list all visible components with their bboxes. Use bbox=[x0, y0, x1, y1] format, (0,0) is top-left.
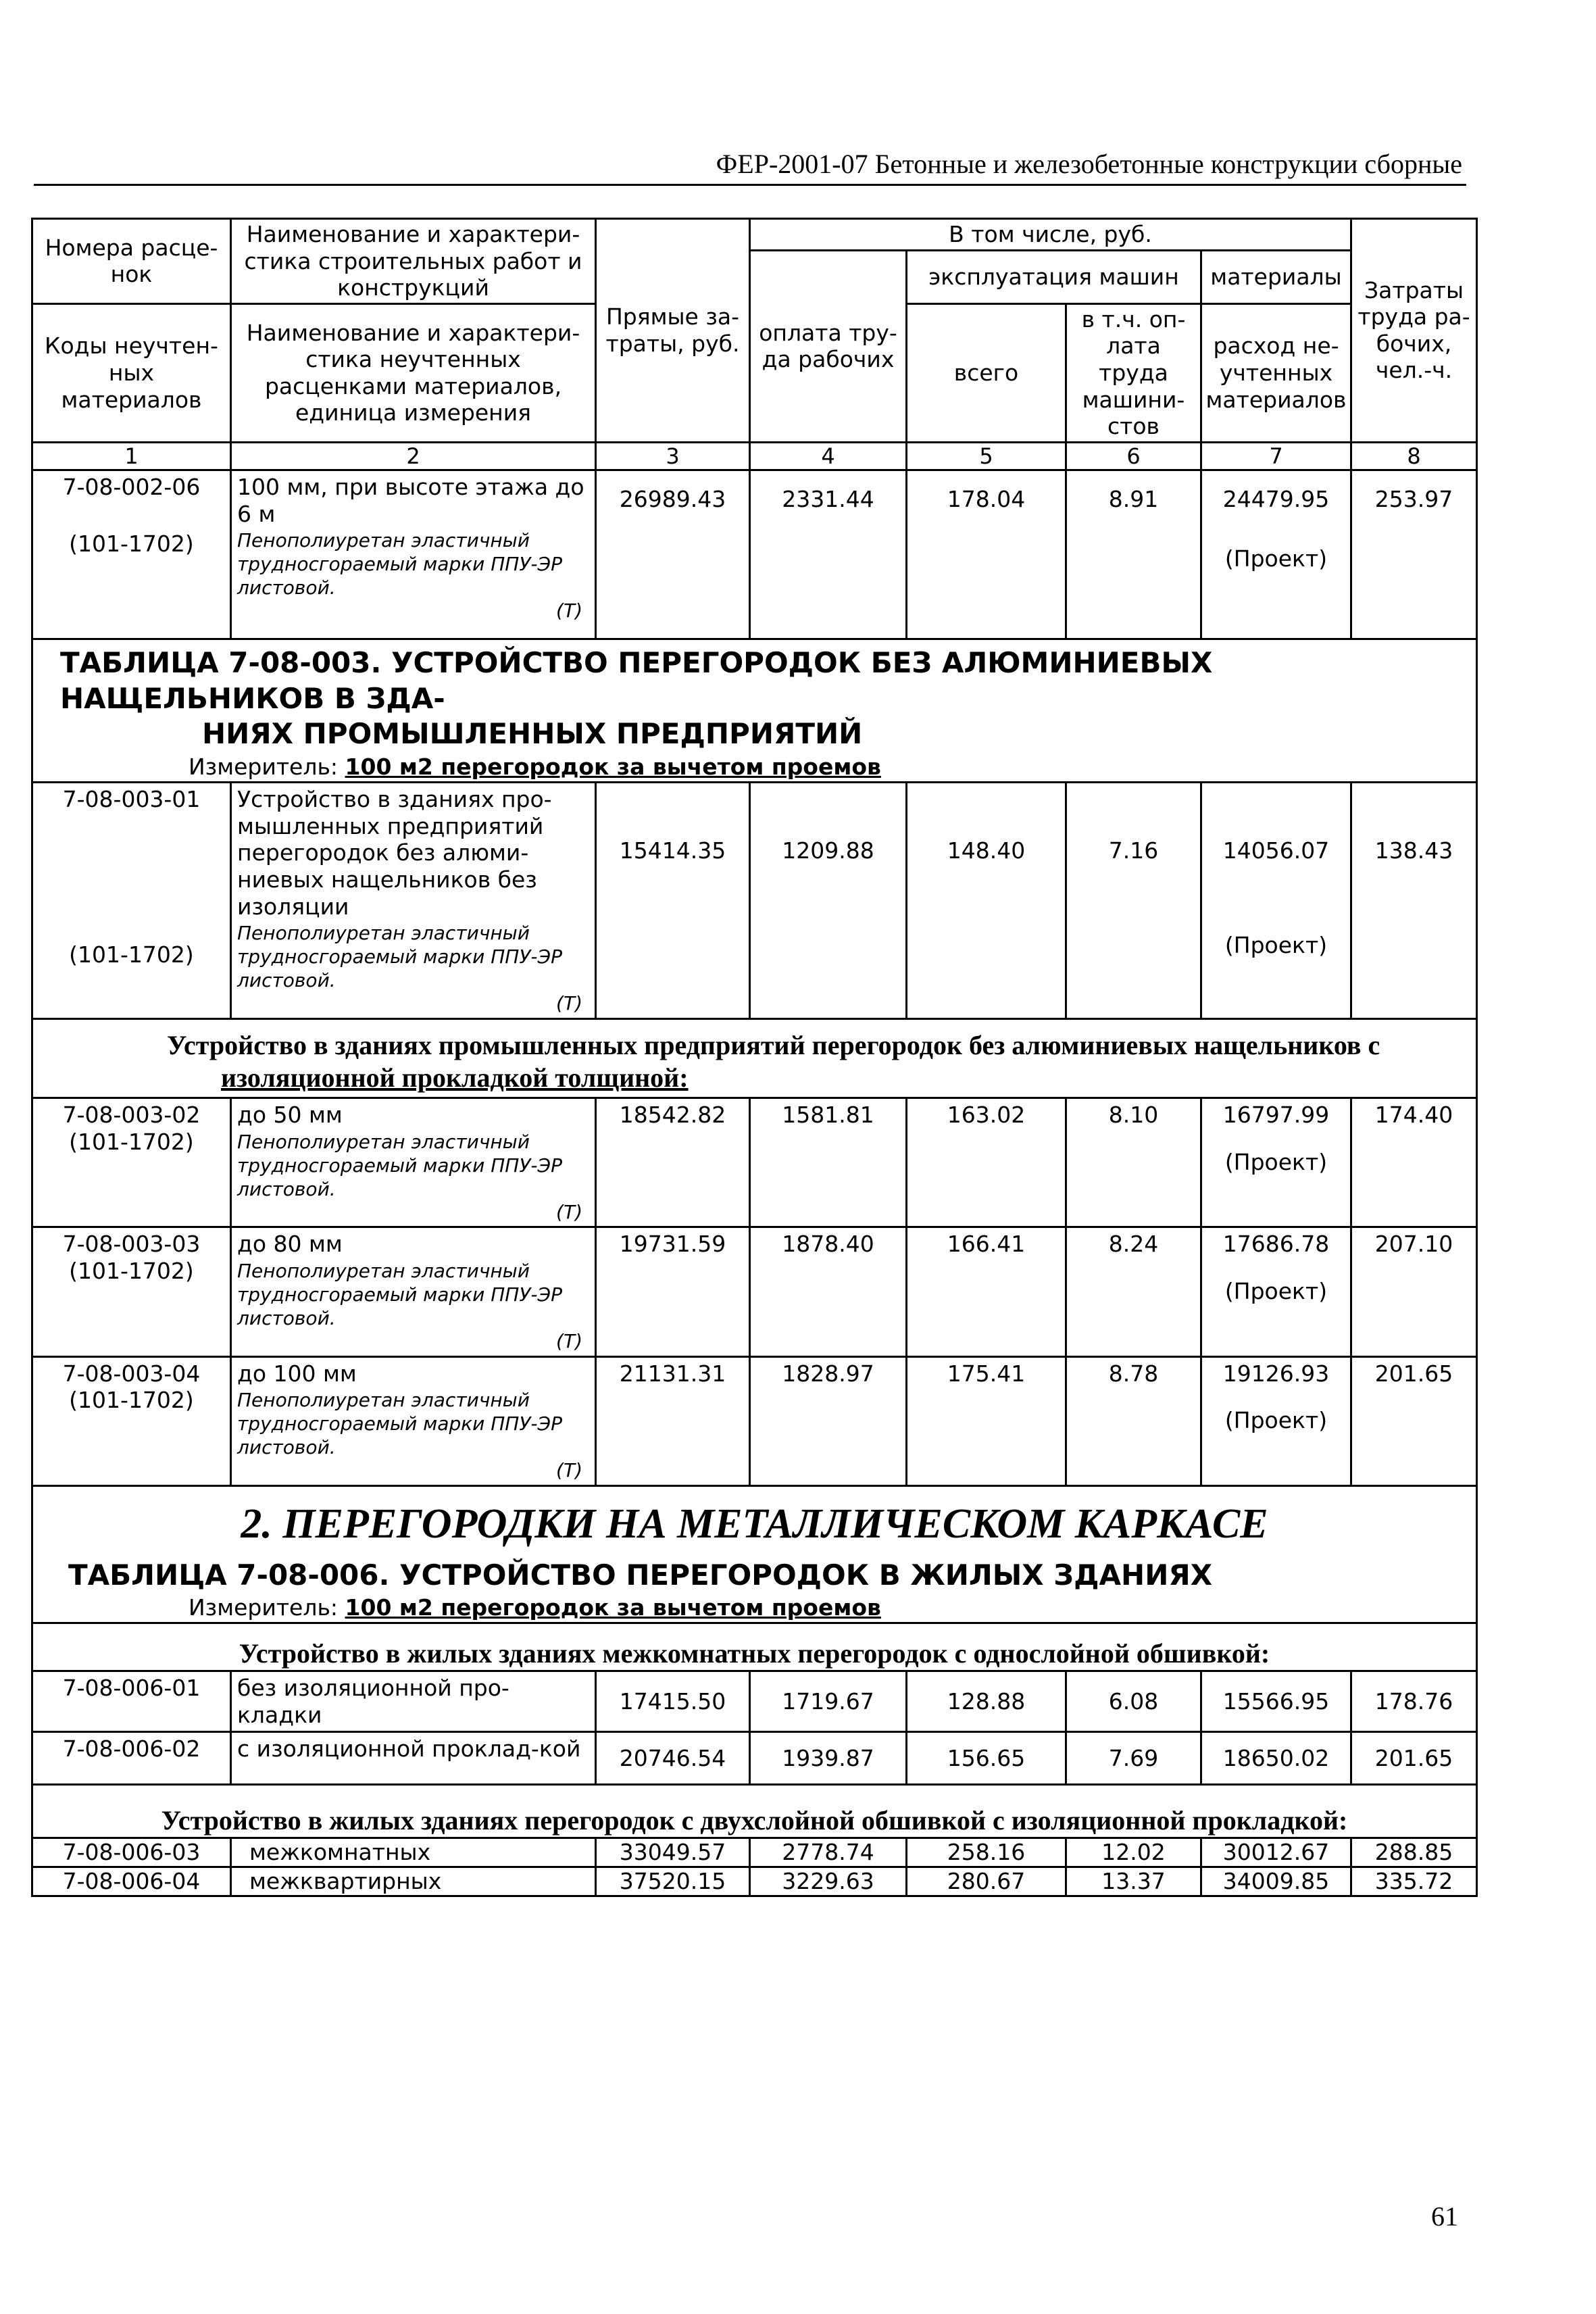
proekt-label: (Проект) bbox=[1224, 1278, 1328, 1305]
column-number-row bbox=[32, 442, 1477, 470]
col-number-6: 6 bbox=[1066, 442, 1201, 470]
table-003-title-line1: ТАБЛИЦА 7-08-003. УСТРОЙСТВО ПЕРЕГОРОДОК БЕЗ АЛЮМИНИЕВЫХ НАЩЕЛЬНИКОВ В ЗДА- bbox=[60, 646, 1213, 715]
machinist-pay: 12.02 bbox=[1066, 1838, 1201, 1867]
labor-pay: 2331.44 bbox=[750, 470, 907, 639]
labor-hours: 178.76 bbox=[1351, 1671, 1477, 1732]
table-006-section2: Устройство в жилых зданиях перегородок с двухслойной обшивкой с изоляционной прокладкой: bbox=[32, 1785, 1477, 1838]
material-code: (101-1702) bbox=[69, 530, 194, 557]
machinist-pay: 8.78 bbox=[1066, 1356, 1201, 1485]
material-code: (101-1702) bbox=[69, 1258, 194, 1285]
meter-row bbox=[32, 1593, 1477, 1623]
direct-cost: 33049.57 bbox=[596, 1838, 750, 1867]
machines-total: 280.67 bbox=[907, 1867, 1066, 1896]
table-row bbox=[32, 1098, 1477, 1227]
materials-cell bbox=[1201, 1098, 1351, 1227]
work-name: 100 мм, при высоте этажа до 6 м bbox=[237, 474, 584, 527]
row-name-cell bbox=[231, 1227, 596, 1356]
materials-cost: 34009.85 bbox=[1201, 1867, 1351, 1896]
materials-cell bbox=[1201, 783, 1351, 1019]
labor-pay: 1828.97 bbox=[750, 1356, 907, 1485]
table-row bbox=[32, 470, 1477, 639]
header-machines-total: всего bbox=[907, 303, 1066, 442]
labor-pay: 1878.40 bbox=[750, 1227, 907, 1356]
header-labor-hours: Затраты труда ра-бочих, чел.-ч. bbox=[1351, 219, 1477, 443]
chapter-row bbox=[32, 1485, 1477, 1552]
header-material-codes: Коды неучтен-ных материалов bbox=[32, 303, 231, 442]
machines-total: 178.04 bbox=[907, 470, 1066, 639]
row-code-cell bbox=[32, 1227, 231, 1356]
material-description: Пенополиуретан эластичный трудносгораемый марки ППУ-ЭР листовой. bbox=[237, 529, 562, 599]
row-name-cell bbox=[231, 783, 596, 1019]
machinist-pay: 7.69 bbox=[1066, 1732, 1201, 1785]
proekt-label: (Проект) bbox=[1224, 1407, 1328, 1434]
price-table bbox=[31, 218, 1478, 1897]
proekt-label: (Проект) bbox=[1224, 931, 1328, 958]
labor-hours: 335.72 bbox=[1351, 1867, 1477, 1896]
section-heading-line2: изоляционной прокладкой толщиной: bbox=[221, 1062, 689, 1093]
table-row bbox=[32, 1356, 1477, 1485]
materials-cost: 17686.78 bbox=[1222, 1231, 1330, 1258]
meter-value: 100 м2 перегородок за вычетом проемов bbox=[345, 753, 881, 780]
machinist-pay: 8.10 bbox=[1066, 1098, 1201, 1227]
col-number-2: 2 bbox=[231, 442, 596, 470]
direct-cost: 18542.82 bbox=[596, 1098, 750, 1227]
t-mark: (Т) bbox=[556, 1200, 582, 1223]
table-row bbox=[32, 1732, 1477, 1785]
row-name-cell bbox=[231, 470, 596, 639]
table-003-title bbox=[32, 639, 1477, 752]
header-row-1 bbox=[32, 219, 1477, 251]
materials-cell bbox=[1201, 1227, 1351, 1356]
materials-cost: 14056.07 bbox=[1222, 837, 1330, 864]
rate-code: 7-08-003-03 bbox=[62, 1231, 201, 1258]
chapter-2-title: 2. ПЕРЕГОРОДКИ НА МЕТАЛЛИЧЕСКОМ КАРКАСЕ bbox=[32, 1485, 1477, 1552]
rate-code: 7-08-003-04 bbox=[62, 1360, 201, 1387]
work-name: с изоляционной проклад-кой bbox=[231, 1732, 596, 1785]
row-name-cell bbox=[231, 1356, 596, 1485]
table-003-meter bbox=[32, 752, 1477, 783]
row-name-cell bbox=[231, 1098, 596, 1227]
table-006-title: ТАБЛИЦА 7-08-006. УСТРОЙСТВО ПЕРЕГОРОДОК В ЖИЛЫХ ЗДАНИЯХ bbox=[32, 1552, 1477, 1592]
col-number-5: 5 bbox=[907, 442, 1066, 470]
machines-total: 148.40 bbox=[907, 783, 1066, 1019]
machines-total: 128.88 bbox=[907, 1671, 1066, 1732]
direct-cost: 15414.35 bbox=[596, 783, 750, 1019]
row-code-cell bbox=[32, 1098, 231, 1227]
t-mark: (Т) bbox=[556, 992, 582, 1015]
table-006-section1: Устройство в жилых зданиях межкомнатных перегородок с однослойной обшивкой: bbox=[32, 1623, 1477, 1671]
direct-cost: 37520.15 bbox=[596, 1867, 750, 1896]
work-name: без изоляционной про-кладки bbox=[231, 1671, 596, 1732]
col-number-3: 3 bbox=[596, 442, 750, 470]
table-006-meter bbox=[32, 1593, 1477, 1623]
table-title-row bbox=[32, 1552, 1477, 1592]
t-mark: (Т) bbox=[556, 599, 582, 622]
material-description: Пенополиуретан эластичный трудносгораемый марки ППУ-ЭР листовой. bbox=[237, 1260, 562, 1330]
col-number-1: 1 bbox=[32, 442, 231, 470]
direct-cost: 21131.31 bbox=[596, 1356, 750, 1485]
header-labor-pay: оплата тру-да рабочих bbox=[750, 250, 907, 442]
rate-code: 7-08-006-02 bbox=[32, 1732, 231, 1785]
col-number-7: 7 bbox=[1201, 442, 1351, 470]
work-name: до 50 мм bbox=[237, 1102, 343, 1129]
material-description: Пенополиуретан эластичный трудносгораемый марки ППУ-ЭР листовой. bbox=[237, 922, 562, 992]
machines-total: 156.65 bbox=[907, 1732, 1066, 1785]
labor-hours: 207.10 bbox=[1351, 1227, 1477, 1356]
machines-total: 258.16 bbox=[907, 1838, 1066, 1867]
material-code: (101-1702) bbox=[69, 1128, 194, 1155]
section-heading-row bbox=[32, 1019, 1477, 1098]
table-row bbox=[32, 783, 1477, 1019]
header-machines-group: эксплуатация машин bbox=[907, 250, 1201, 303]
material-description: Пенополиуретан эластичный трудносгораемый марки ППУ-ЭР листовой. bbox=[237, 1389, 562, 1459]
materials-cost: 15566.95 bbox=[1201, 1671, 1351, 1732]
row-code-cell bbox=[32, 783, 231, 1019]
direct-cost: 26989.43 bbox=[596, 470, 750, 639]
materials-cell bbox=[1201, 1356, 1351, 1485]
rate-code: 7-08-003-01 bbox=[62, 786, 201, 813]
work-name: межкомнатных bbox=[231, 1838, 596, 1867]
labor-pay: 1209.88 bbox=[750, 783, 907, 1019]
table-003-section-heading bbox=[32, 1019, 1477, 1098]
labor-pay: 2778.74 bbox=[750, 1838, 907, 1867]
running-header bbox=[34, 145, 1466, 186]
col-number-8: 8 bbox=[1351, 442, 1477, 470]
rate-code: 7-08-006-04 bbox=[32, 1867, 231, 1896]
direct-cost: 20746.54 bbox=[596, 1732, 750, 1785]
t-mark: (Т) bbox=[556, 1459, 582, 1482]
machinist-pay: 7.16 bbox=[1066, 783, 1201, 1019]
t-mark: (Т) bbox=[556, 1330, 582, 1353]
rate-code: 7-08-006-01 bbox=[32, 1671, 231, 1732]
machinist-pay: 13.37 bbox=[1066, 1867, 1201, 1896]
meter-row bbox=[32, 752, 1477, 783]
labor-hours: 201.65 bbox=[1351, 1356, 1477, 1485]
material-code: (101-1702) bbox=[69, 1387, 194, 1414]
page-number: 61 bbox=[1431, 2201, 1458, 2232]
header-machinist-pay: в т.ч. оп-лата труда машини-стов bbox=[1066, 303, 1201, 442]
labor-hours: 253.97 bbox=[1351, 470, 1477, 639]
section-heading-row bbox=[32, 1623, 1477, 1671]
meter-label: Измеритель: bbox=[189, 753, 339, 780]
col-number-4: 4 bbox=[750, 442, 907, 470]
header-unaccounted-materials: расход не-учтенных материалов bbox=[1201, 303, 1351, 442]
direct-cost: 19731.59 bbox=[596, 1227, 750, 1356]
table-row bbox=[32, 1227, 1477, 1356]
labor-pay: 3229.63 bbox=[750, 1867, 907, 1896]
machines-total: 166.41 bbox=[907, 1227, 1066, 1356]
header-materials-group: материалы bbox=[1201, 250, 1351, 303]
labor-hours: 174.40 bbox=[1351, 1098, 1477, 1227]
row-code-cell bbox=[32, 1356, 231, 1485]
header-direct-costs: Прямые за-траты, руб. bbox=[596, 219, 750, 443]
labor-hours: 201.65 bbox=[1351, 1732, 1477, 1785]
table-003-title-line2: НИЯХ ПРОМЫШЛЕННЫХ ПРЕДПРИЯТИЙ bbox=[202, 717, 863, 751]
rate-code: 7-08-002-06 bbox=[62, 474, 201, 501]
table-row bbox=[32, 1838, 1477, 1867]
running-title: ФЕР-2001-07 Бетонные и железобетонные конструкции сборные bbox=[716, 149, 1462, 179]
rate-code: 7-08-003-02 bbox=[62, 1102, 201, 1129]
proekt-label: (Проект) bbox=[1224, 545, 1328, 572]
proekt-label: (Проект) bbox=[1224, 1148, 1328, 1175]
machinist-pay: 8.91 bbox=[1066, 470, 1201, 639]
work-name: Устройство в зданиях про-мышленных предприятий перегородок без алюми-ниевых нащельников без изоляции bbox=[237, 786, 552, 920]
work-name: до 100 мм bbox=[237, 1360, 357, 1387]
labor-pay: 1581.81 bbox=[750, 1098, 907, 1227]
materials-cost: 19126.93 bbox=[1222, 1360, 1330, 1387]
materials-cost: 24479.95 bbox=[1222, 486, 1330, 513]
table-row bbox=[32, 1671, 1477, 1732]
material-description: Пенополиуретан эластичный трудносгораемый марки ППУ-ЭР листовой. bbox=[237, 1130, 562, 1200]
labor-hours: 138.43 bbox=[1351, 783, 1477, 1019]
header-material-name: Наименование и характери-стика неучтенных расценками материалов, единица измерения bbox=[231, 303, 596, 442]
materials-cost: 18650.02 bbox=[1201, 1732, 1351, 1785]
labor-hours: 288.85 bbox=[1351, 1838, 1477, 1867]
machinist-pay: 6.08 bbox=[1066, 1671, 1201, 1732]
work-name: до 80 мм bbox=[237, 1231, 343, 1258]
section-heading-row bbox=[32, 1785, 1477, 1838]
labor-pay: 1719.67 bbox=[750, 1671, 907, 1732]
material-code: (101-1702) bbox=[69, 941, 194, 968]
rate-code: 7-08-006-03 bbox=[32, 1838, 231, 1867]
machines-total: 163.02 bbox=[907, 1098, 1066, 1227]
meter-value: 100 м2 перегородок за вычетом проемов bbox=[345, 1594, 881, 1621]
table-title-row bbox=[32, 639, 1477, 752]
row-code-cell bbox=[32, 470, 231, 639]
table-row bbox=[32, 1867, 1477, 1896]
direct-cost: 17415.50 bbox=[596, 1671, 750, 1732]
meter-label: Измеритель: bbox=[189, 1594, 339, 1621]
materials-cost: 30012.67 bbox=[1201, 1838, 1351, 1867]
labor-pay: 1939.87 bbox=[750, 1732, 907, 1785]
machines-total: 175.41 bbox=[907, 1356, 1066, 1485]
work-name: межквартирных bbox=[231, 1867, 596, 1896]
machinist-pay: 8.24 bbox=[1066, 1227, 1201, 1356]
header-work-name: Наименование и характери-стика строительных работ и конструкций bbox=[231, 219, 596, 304]
header-rates-number: Номера расце-нок bbox=[32, 219, 231, 304]
materials-cost: 16797.99 bbox=[1222, 1102, 1330, 1129]
section-heading-line1: Устройство в зданиях промышленных предприятий перегородок без алюминиевых нащельников с bbox=[167, 1030, 1380, 1061]
materials-cell bbox=[1201, 470, 1351, 639]
header-including-group: В том числе, руб. bbox=[750, 219, 1351, 251]
